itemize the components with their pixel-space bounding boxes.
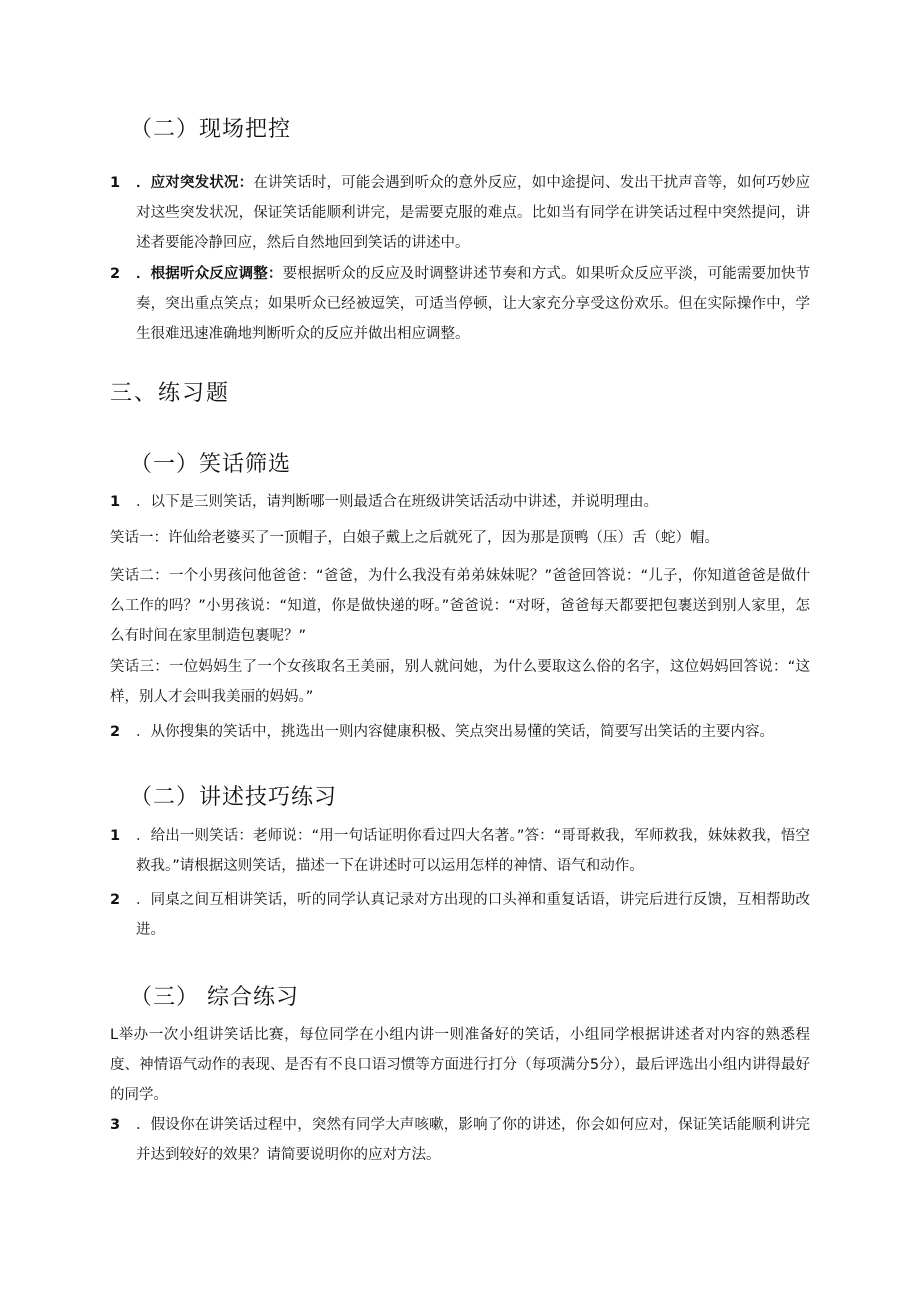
item-number: 3 — [110, 1117, 121, 1133]
list-item — [110, 168, 810, 258]
question-item — [110, 885, 810, 945]
item-text: 要根据听众的反应及时调整讲述节奏和方式。如果听众反应平淡，可能需要加快节奏，突出重点笑点；如果听众已经被逗笑，可适当停顿，让大家充分享受这份欢乐。但在实际操作中，学生很难迅速准确地判断听众的反应并做出相应调整。 — [136, 266, 811, 342]
question-item — [110, 821, 810, 881]
section-heading-scene-control: （二）现场把控 — [130, 117, 292, 142]
item-text: ．假设你在讲笑话过程中，突然有同学大声咳嗽，影响了你的讲述，你会如何应对，保证笑话能顺利讲完并达到较好的效果？请简要说明你的应对方法。 — [136, 1117, 810, 1163]
section-heading-narration-skills: （二）讲述技巧练习 — [130, 785, 338, 810]
item-text: ．同桌之间互相讲笑话，听的同学认真记录对方出现的口头禅和重复话语，讲完后进行反馈，互相帮助改进。 — [136, 892, 810, 938]
item-text: 在讲笑话时，可能会遇到听众的意外反应，如中途提问、发出干扰声音等，如何巧妙应对这些突发状况，保证笑话能顺利讲完，是需要克服的难点。比如当有同学在讲笑话过程中突然提问，讲述者要能冷静回应，然后自然地回到笑话的讲述中。 — [136, 175, 811, 251]
item-number: 1 — [110, 175, 121, 191]
joke-one: 笑话一：许仙给老婆买了一顶帽子，白娘子戴上之后就死了，因为那是顶鸭（压）舌（蛇）帽。 — [110, 530, 719, 546]
question-item — [110, 1110, 810, 1170]
item-title: ．根据听众反应调整： — [136, 266, 283, 282]
item-number: 2 — [110, 266, 121, 282]
item-number: 2 — [110, 724, 121, 740]
comprehensive-task: L举办一次小组讲笑话比赛，每位同学在小组内讲一则准备好的笑话，小组同学根据讲述者对内容的熟悉程度、神情语气动作的表现、是否有不良口语习惯等方面进行打分（每项满分5分），最后评选出小组内讲得最好的同学。 — [110, 1027, 810, 1103]
question-item — [110, 487, 810, 517]
joke-three: 笑话三：一位妈妈生了一个女孩取名王美丽，别人就问她，为什么要取这么俗的名字，这位妈妈回答说：“这样，别人才会叫我美丽的妈妈。” — [110, 659, 810, 705]
list-item — [110, 259, 810, 349]
item-title: ．应对突发状况： — [136, 175, 254, 191]
item-number: 2 — [110, 892, 121, 908]
item-number: 1 — [110, 494, 121, 510]
item-text: ．给出一则笑话：老师说：“用一句话证明你看过四大名著。”答：“哥哥救我，军师救我，妹妹救我，悟空救我。”请根据这则笑话，描述一下在讲述时可以运用怎样的神情、语气和动作。 — [136, 828, 810, 874]
question-item — [110, 717, 810, 747]
section-heading-exercises: 三、练习题 — [110, 381, 231, 406]
section-heading-joke-selection: （一）笑话筛选 — [130, 452, 292, 477]
section-heading-comprehensive: （三） 综合练习 — [130, 985, 299, 1010]
joke-two: 笑话二：一个小男孩问他爸爸：“爸爸，为什么我没有弟弟妹妹呢？”爸爸回答说：“儿子，你知道爸爸是做什么工作的吗？”小男孩说：“知道，你是做快递的呀。”爸爸说：“对呀，爸爸每天都要把包裹送到别人家里，怎么有时间在家里制造包裹呢？” — [110, 568, 810, 644]
item-text: ．以下是三则笑话，请判断哪一则最适合在班级讲笑话活动中讲述，并说明理由。 — [136, 494, 658, 510]
item-text: ．从你搜集的笑话中，挑选出一则内容健康积极、笑点突出易懂的笑话，简要写出笑话的主要内容。 — [136, 724, 774, 740]
item-number: 1 — [110, 828, 121, 844]
